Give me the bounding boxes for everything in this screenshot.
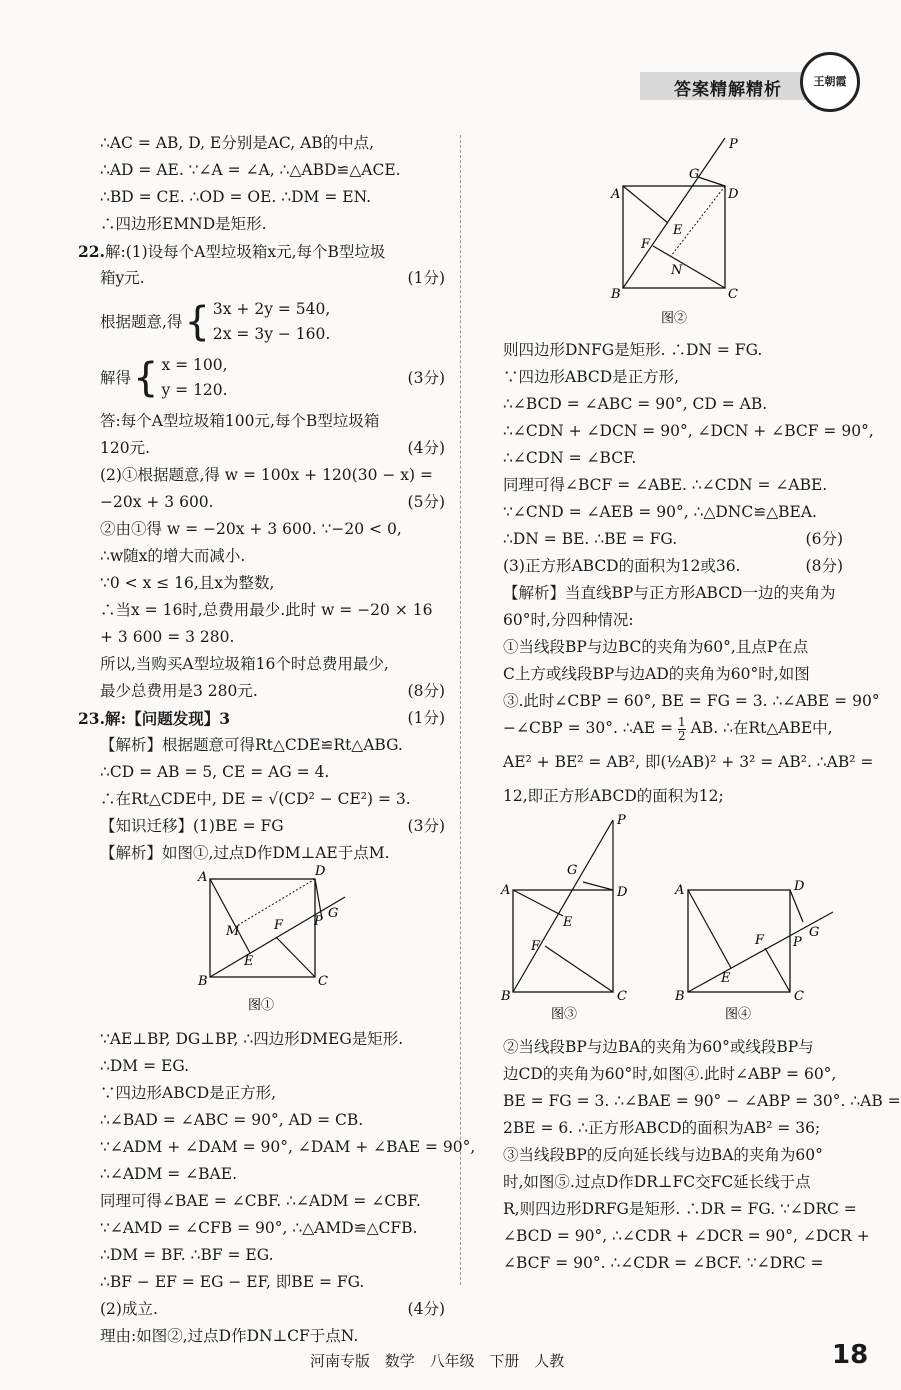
svg-text:G: G <box>689 167 700 182</box>
score-mark: (3分) <box>407 817 445 835</box>
text-span: −20x + 3 600. <box>100 493 214 511</box>
line-cf <box>653 246 725 288</box>
text-line <box>503 715 843 749</box>
text-line: ∴DM = EG. <box>100 1057 190 1075</box>
header-band <box>640 72 820 100</box>
svg-text:P: P <box>793 935 802 950</box>
text-line <box>503 553 843 580</box>
line-cf <box>545 946 613 992</box>
column-divider <box>460 135 461 1285</box>
fraction-denominator: 2 <box>678 728 686 743</box>
text-line: ③当线段BP的反向延长线与边BA的夹角为60° <box>503 1146 823 1164</box>
left-column <box>78 130 476 1350</box>
right-column <box>501 128 901 1277</box>
q22-line2 <box>100 265 445 292</box>
text-span: 解:【问题发现】3 <box>104 709 230 728</box>
line-dg <box>790 890 803 922</box>
text-line: 答:每个A型垃圾箱100元,每个B型垃圾箱 <box>100 412 380 430</box>
svg-text:E: E <box>673 223 683 238</box>
text-span: AB. ∴在Rt△ABE中, <box>690 719 833 737</box>
text-span: 【知识迁移】(1)BE = FG <box>100 817 284 835</box>
svg-text:C: C <box>617 989 627 1004</box>
page-number: 18 <box>832 1340 869 1370</box>
text-line <box>100 1296 445 1323</box>
line-dg <box>698 177 725 186</box>
text-span: −∠CBP = 30°. ∴AE = <box>503 719 674 737</box>
text-line: 同理可得∠BCF = ∠ABE. ∴∠CDN = ∠ABE. <box>503 476 828 494</box>
text-line: + 3 600 = 3 280. <box>100 628 235 646</box>
text-span: (2)成立. <box>100 1300 158 1318</box>
svg-text:E: E <box>721 971 731 986</box>
svg-text:B: B <box>501 989 511 1004</box>
text-line: 【解析】当直线BP与正方形ABCD一边的夹角为 <box>503 584 836 602</box>
svg-text:C: C <box>728 287 738 302</box>
line-bp <box>688 912 833 992</box>
text-line: 【解析】根据题意可得Rt△CDE≌Rt△ABG. <box>100 736 403 754</box>
score-mark: (1分) <box>407 269 445 287</box>
figure-caption: 图③ <box>551 1007 578 1022</box>
svg-text:C: C <box>318 974 328 989</box>
svg-text:B: B <box>611 287 621 302</box>
figure-caption: 图① <box>248 998 275 1013</box>
text-line: ∴BF − EF = EG − EF, 即BE = FG. <box>100 1273 365 1291</box>
text-line: 时,如图⑤.过点D作DR⊥FC交FC延长线于点 <box>503 1173 811 1191</box>
text-line: ∴BD = CE. ∴OD = OE. ∴DM = EN. <box>100 188 372 206</box>
text-line: ③.此时∠CBP = 60°, BE = FG = 3. ∴∠ABE = 90° <box>503 692 880 710</box>
score-mark: (8分) <box>805 557 843 575</box>
text-line: 同理可得∠BAE = ∠CBF. ∴∠ADM = ∠CBF. <box>100 1192 421 1210</box>
text-line: ∴∠BAD = ∠ABC = 90°, AD = CB. <box>100 1111 364 1129</box>
score-mark: (5分) <box>407 493 445 511</box>
text-line: ∴∠BCD = ∠ABC = 90°, CD = AB. <box>503 395 768 413</box>
svg-text:E: E <box>563 915 573 930</box>
text-line: ∴在Rt△CDE中, DE = √(CD² − CE²) = 3. <box>100 790 411 808</box>
svg-text:F: F <box>641 237 651 252</box>
svg-text:P: P <box>314 914 323 929</box>
svg-text:G: G <box>328 906 339 921</box>
text-line: ∵四边形ABCD是正方形, <box>503 368 680 386</box>
fraction-numerator: 1 <box>678 714 686 729</box>
text-line: BE = FG = 3. ∴∠BAE = 90° − ∠ABP = 30°. ∴AB = <box>503 1092 901 1110</box>
svg-text:D: D <box>794 879 805 894</box>
text-line: 理由:如图②,过点D作DN⊥CF于点N. <box>100 1327 359 1345</box>
text-line: ∠BCD = 90°, ∴∠CDR + ∠DCR = 90°, ∠DCR + <box>503 1227 870 1245</box>
figure-caption: 图② <box>661 311 688 326</box>
svg-text:D: D <box>315 864 326 879</box>
header-title: 答案精解精析 <box>674 80 782 100</box>
line-dg <box>583 882 613 890</box>
fraction <box>678 716 686 743</box>
text-line: 所以,当购买A型垃圾箱16个时总费用最少, <box>100 655 389 673</box>
text-line <box>100 489 445 516</box>
svg-text:F: F <box>755 933 765 948</box>
text-line: C上方或线段BP与边AD的夹角为60°时,如图 <box>503 665 810 683</box>
figure-caption: 图④ <box>725 1007 752 1022</box>
footer-region: 河南专版 <box>310 1352 371 1370</box>
score-mark: (8分) <box>407 682 445 700</box>
text-line: ∵四边形ABCD是正方形, <box>100 1084 277 1102</box>
text-line: AE² + BE² = AB², 即(½AB)² + 3² = AB². ∴AB² = <box>503 753 874 771</box>
text-line: ②当线段BP与边BA的夹角为60°或线段BP与 <box>503 1038 814 1056</box>
equation-system-1 <box>100 296 445 348</box>
text-span: 120元. <box>100 439 151 457</box>
text-line: ∵∠CND = ∠AEB = 90°, ∴△DNC≌△BEA. <box>503 503 817 521</box>
svg-text:A: A <box>501 883 511 898</box>
text-span: 解得 <box>100 368 132 387</box>
equation: y = 120. <box>161 381 228 399</box>
svg-text:A: A <box>198 870 208 885</box>
logo-text: 王朝霞 <box>813 75 847 88</box>
svg-text:D: D <box>617 885 628 900</box>
figure-3 <box>500 813 628 1022</box>
text-span: ∴DN = BE. ∴BE = FG. <box>503 530 678 548</box>
svg-text:M: M <box>226 924 240 939</box>
text-line <box>503 526 843 553</box>
brand-logo <box>800 52 860 112</box>
text-line: ∵0 < x ≤ 16,且x为整数, <box>100 574 275 592</box>
svg-text:D: D <box>728 187 739 202</box>
text-line <box>100 678 445 705</box>
text-line: 60°时,分四种情况: <box>503 611 634 629</box>
text-line: ∴w随x的增大而减小. <box>100 547 246 565</box>
figure-2 <box>503 128 843 328</box>
brace-icon: { <box>184 299 210 345</box>
brace-icon: { <box>133 355 159 401</box>
text-line: ∴∠CDN = ∠BCF. <box>503 449 637 467</box>
text-span: (3)正方形ABCD的面积为12或36. <box>503 557 741 575</box>
svg-text:A: A <box>675 883 685 898</box>
text-line: 则四边形DNFG是矩形. ∴DN = FG. <box>503 341 763 359</box>
footer-subject: 数学 <box>384 1352 415 1370</box>
line-ae <box>688 890 731 968</box>
line-cf <box>276 937 315 977</box>
equation: 2x = 3y − 160. <box>212 325 331 343</box>
footer-grade: 八年级 <box>429 1352 475 1370</box>
svg-text:N: N <box>671 263 683 278</box>
footer-edition: 人教 <box>534 1352 565 1370</box>
equation-system-2 <box>100 352 445 404</box>
line-ae <box>210 879 250 953</box>
svg-text:C: C <box>794 989 804 1004</box>
svg-text:F: F <box>274 918 284 933</box>
text-line: 【解析】如图①,过点D作DM⊥AE于点M. <box>100 844 390 862</box>
score-mark: (3分) <box>407 368 445 387</box>
score-mark: (6分) <box>805 530 843 548</box>
text-line: ∵∠AMD = ∠CFB = 90°, ∴△AMD≌△CFB. <box>100 1219 418 1237</box>
svg-text:P: P <box>617 813 626 828</box>
square-abcd <box>688 890 790 992</box>
svg-text:G: G <box>567 863 578 878</box>
text-line: ∴当x = 16时,总费用最少.此时 w = −20 × 16 <box>100 601 433 619</box>
text-line: ∴CD = AB = 5, CE = AG = 4. <box>100 763 330 781</box>
figure-4 <box>674 879 833 1022</box>
line-ae <box>623 186 668 223</box>
text-line: ∠BCF = 90°. ∴∠CDR = ∠BCF. ∵∠DRC = <box>503 1254 824 1272</box>
svg-text:E: E <box>244 954 254 969</box>
footer-volume: 下册 <box>489 1352 520 1370</box>
text-span: 解:(1)设每个A型垃圾箱x元,每个B型垃圾 <box>104 243 386 261</box>
line-cf <box>765 948 790 992</box>
equation-rows <box>213 297 330 347</box>
q23-line1 <box>78 705 445 732</box>
line-ae <box>513 890 563 916</box>
text-line: ②由①得 w = −20x + 3 600. ∵−20 < 0, <box>100 520 402 538</box>
text-line: ∵AE⊥BP, DG⊥BP, ∴四边形DMEG是矩形. <box>100 1030 404 1048</box>
score-mark: (1分) <box>407 709 445 727</box>
text-line: R,则四边形DRFG是矩形. ∴DR = FG. ∵∠DRC = <box>503 1200 857 1218</box>
text-line: ∴∠ADM = ∠BAE. <box>100 1165 237 1183</box>
svg-text:F: F <box>531 939 541 954</box>
text-line: 12,即正方形ABCD的面积为12; <box>503 787 724 805</box>
figures-3-4 <box>503 810 843 1025</box>
page-footer <box>310 1350 564 1371</box>
text-line: ∴AC = AB, D, E分别是AC, AB的中点, <box>100 134 375 152</box>
question-number-22: 22. <box>78 242 105 261</box>
svg-text:G: G <box>809 925 820 940</box>
svg-text:B: B <box>675 989 685 1004</box>
question-number-23: 23. <box>78 709 105 728</box>
svg-text:P: P <box>729 137 738 152</box>
text-line <box>100 813 445 840</box>
text-line: ①当线段BP与边BC的夹角为60°,且点P在点 <box>503 638 809 656</box>
text-line <box>100 435 445 462</box>
equation-rows <box>161 353 227 403</box>
text-line: ∵∠ADM + ∠DAM = 90°, ∠DAM + ∠BAE = 90°, <box>100 1138 476 1156</box>
text-line: 2BE = 6. ∴正方形ABCD的面积为AB² = 36; <box>503 1119 821 1137</box>
text-span: 最少总费用是3 280元. <box>100 682 258 700</box>
text-line: ∴∠CDN + ∠DCN = 90°, ∠DCN + ∠BCF = 90°, <box>503 422 874 440</box>
svg-text:B: B <box>198 974 208 989</box>
figure-1 <box>100 864 445 1017</box>
text-line: (2)①根据题意,得 w = 100x + 120(30 − x) = <box>100 466 433 484</box>
score-mark: (4分) <box>407 439 445 457</box>
svg-text:A: A <box>611 187 621 202</box>
text-line: ∴DM = BF. ∴BF = EG. <box>100 1246 274 1264</box>
q22-line1 <box>78 238 445 265</box>
line-dn <box>671 186 725 256</box>
line-bp <box>513 820 613 992</box>
text-line: ∴AD = AE. ∵∠A = ∠A, ∴△ABD≌△ACE. <box>100 161 401 179</box>
equation: x = 100, <box>161 356 228 374</box>
text-line: 边CD的夹角为60°时,如图④.此时∠ABP = 60°, <box>503 1065 837 1083</box>
equation: 3x + 2y = 540, <box>212 300 331 318</box>
text-span: 根据题意,得 <box>100 312 183 331</box>
score-mark: (4分) <box>407 1300 445 1318</box>
text-line: ∴四边形EMND是矩形. <box>100 215 267 233</box>
text-span: 箱y元. <box>100 269 145 287</box>
